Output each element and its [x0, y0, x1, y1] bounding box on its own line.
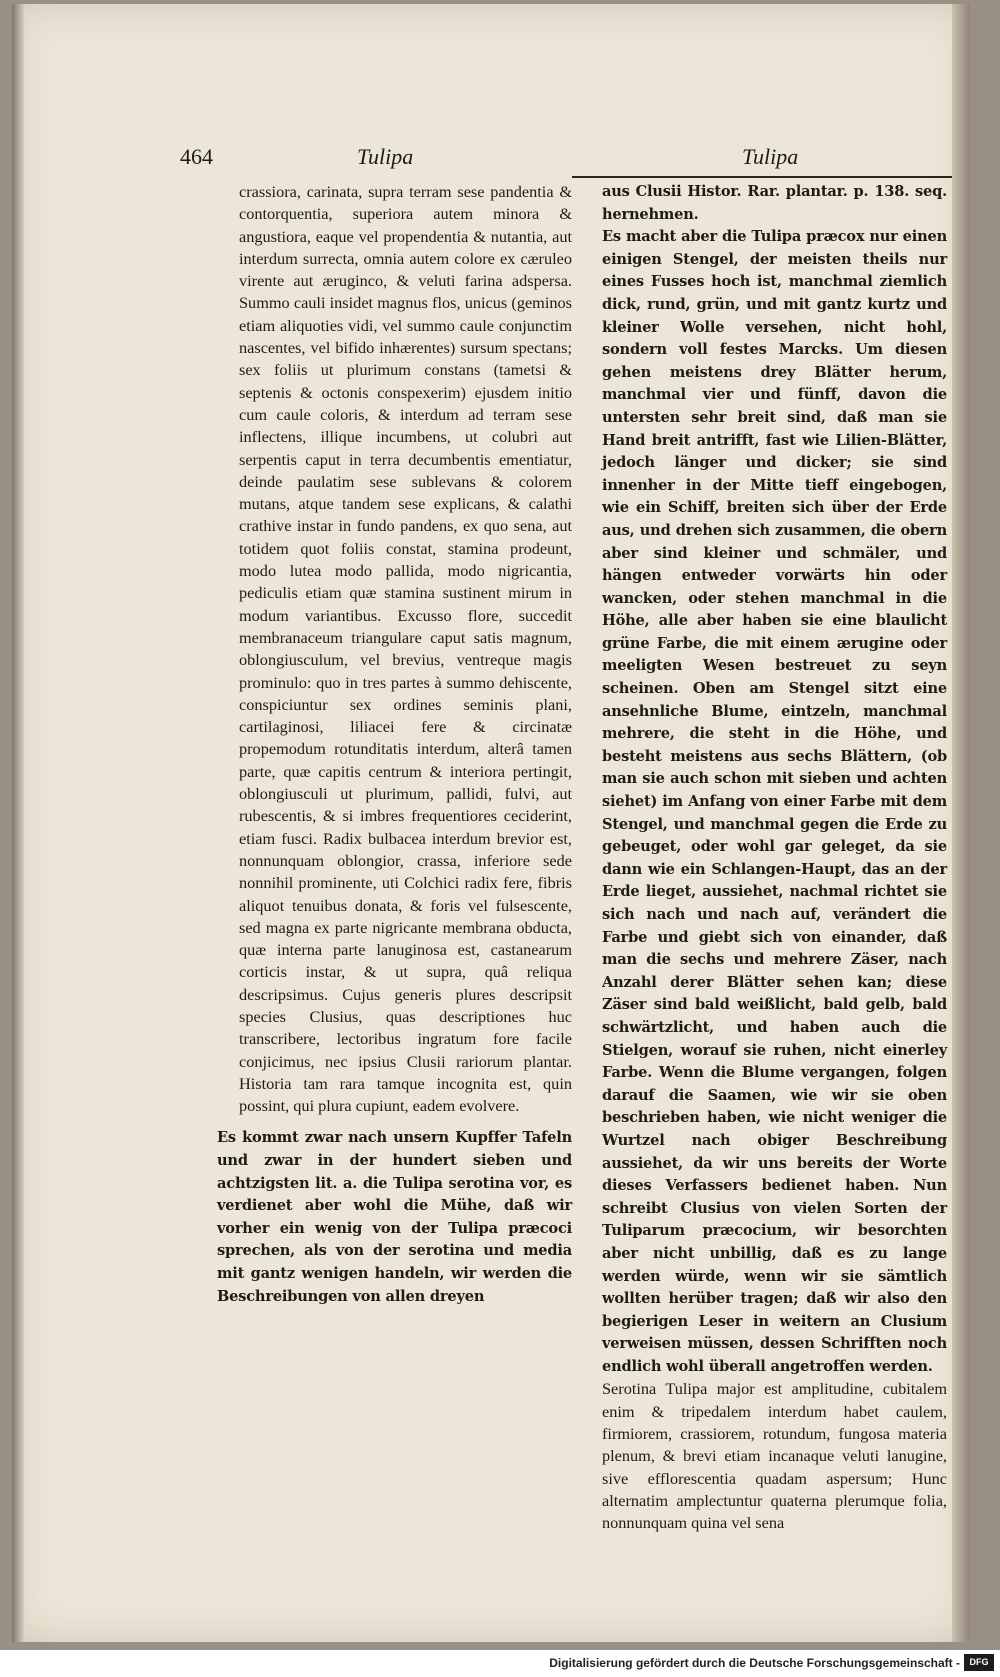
book-page [12, 4, 970, 1642]
page-number: 464 [180, 144, 213, 169]
footer-credit: Digitalisierung gefördert durch die Deutsche Forschungsgemeinschaft - [549, 1656, 960, 1670]
page-right-edge [952, 4, 970, 1642]
digitization-footer [0, 1650, 1000, 1677]
page-left-edge [12, 4, 24, 1642]
paragraph-gap [217, 1117, 572, 1127]
dfg-logo: DFG [964, 1654, 994, 1671]
right-german-paragraph: Es macht aber die Tulipa præcox nur einen einigen Stengel, der meisten theils nur eines Fusses hoch ist, manchmal ziemlich dick, rund, grün, und mit gantz kurtz und kleiner Wolle versehen, nicht hohl, sondern voll festes Marcks. Um diesen gehen meistens drey Blätter herum, manchmal vier und fünff, davon die untersten sehr breit sind, daß man sie Hand breit antrifft, fast wie Lilien-Blätter, jedoch länger und dicker; sie sind innenher in der Mitte tieff eingebogen, wie ein Schiff, breiten sich über der Erde aus, und drehen sich zusammen, die obern aber sind kleiner und schmäler, und hängen entweder vorwärts hin oder wancken, oder stehen manchmal in die Höhe, alle aber haben sie eine blaulicht grüne Farbe, die mit einem ærugine oder meeligten Wesen bestreuet zu seyn scheinen. Oben am Stengel sitzt eine ansehnliche Blume, eintzeln, manchmal mehrere, die steht in die Höhe, und besteht meistens aus sechs Blättern, (ob man sie auch schon mit sieben und achten siehet) im Anfang von einer Farbe mit dem Stengel, und manchmal gegen die Erde zu gebeuget, oder wohl gar geleget, da sie dann wie ein Schlangen-Haupt, das an der Erde lieget, aussiehet, nachmal richtet sie sich nach und nach auf, verändert die Farbe und giebt sich von einander, daß man die sechs und mehrere Zäser, nach Anzahl derer Blätter sehen kan; diese Zäser sind bald weißlicht, bald gelb, bald schwärtzlicht, und haben auch die Stielgen, worauf sie ruhen, nicht einerley Farbe. Wenn die Blume vergangen, folgen darauf die Saamen, wie wir sie oben beschrieben haben, wie nicht weniger die Wurtzel nach obiger Beschreibung aussiehet, da wir uns bereits der Worte dieses Verfassers bedienet haben. Nun schreibt Clusius von vielen Sorten der Tuliparum præcocium, wir besorchten aber nicht unbillig, daß es zu lange werden würde, wenn wir sie sämtlich wollten herüber tragen; daß wir also den begierigen Leser in weitern an Clusium verweisen müssen, dessen Schrifften noch endlich wohl überall angetroffen werden. [602, 228, 947, 1375]
left-latin-paragraph: crassiora, carinata, supra terram sese pandentia & contorquentia, superiora autem minora & angustiora, eaque vel propendentia & nutantia, aut interdum surrecta, omnia autem colore ex cæruleo virente aut æruginco, & veluti farina adspersa. Summo cauli insidet magnus flos, unicus (geminos etiam aliquoties vidi, vel summo caule conjunctim nascentes, vel bifido inhærentes) sursum spectans; sex foliis ut plurimum constans (tametsi & septenis & octonis conspexerim) ejusdem initio cum caule coloris, & interdum ad terram sese inflectens, illique incumbens, ut colubri aut serpentis caput in terra decumbentis ementiatur, deinde paulatim sese sublevans & colorem mutans, atque tandem sese explicans, & calathi crathive instar in fundo pandens, ex quo sena, aut totidem quot foliis constat, stamina prodeunt, modo lutea modo pallida, modo nigricantia, pediculis etiam quæ stamina sustinent mirum in modum variantibus. Excusso flore, succedit membranaceum triangulare caput satis magnum, oblongiusculum, vel brevius, ventreque magis prominulo: quo in tres partes à summo dehiscente, conspiciuntur sex ordines seminis plani, cartilaginosi, liliacei fere & circinatæ propemodum rotunditatis interdum, alterâ tamen parte, quæ capitis centrum & interiora pertingit, oblongiusculi ut plurimum, pallidi, fulvi, aut rubescentis, & si imbres frequentiores ceciderint, etiam fusci. Radix bulbacea interdum brevior est, nonnunquam oblongior, crassa, inferiore sede nonnihil prominente, uti Colchici radix fere, fibris aliquot tenuibus donata, & foris vel fulsescente, sed magna ex parte nigricante membrana obducta, quæ interna parte lanuginosa est, castanearum corticis instar, & ut supra, quâ reliqua descripsimus. Cujus generis plures descripsit species Clusius, quas descriptiones huc transcribere, lectoribus ingratum fore facile conjicimus, nec ipsius Clusii rariorum plantar. Historia tam rara tamque incognita est, quin possint, qui plura cupiunt, eadem evolvere. [239, 182, 572, 1116]
right-column [602, 181, 947, 1535]
running-head-right: Tulipa [742, 144, 799, 169]
right-german-lead: aus Clusii Histor. Rar. plantar. p. 138. seq. hernehmen. [602, 183, 947, 223]
left-column [217, 181, 572, 1308]
header-rule [572, 176, 952, 178]
left-german-paragraph: Es kommt zwar nach unsern Kupffer Tafeln und zwar in der hundert sieben und achtzigsten lit. a. die Tulipa serotina vor, es verdienet aber wohl die Mühe, daß wir vorher ein wenig von der Tulipa præcoci sprechen, als von der serotina und media mit gantz wenigen handeln, wir werden die Beschreibungen von allen dreyen [217, 1129, 572, 1305]
page-header [12, 144, 970, 174]
running-head-left: Tulipa [357, 144, 414, 169]
right-latin-paragraph: Serotina Tulipa major est amplitudine, cubitalem enim & tripedalem interdum habet caulem, firmiorem, crassiorem, rotundum, fungosa materia plenum, & brevi etiam incanaque veluti lanugine, sive efflorescentia quadam aspersum; Hunc alternatim amplectuntur quaterna plerumque folia, nonnunquam quina vel sena [602, 1379, 947, 1533]
